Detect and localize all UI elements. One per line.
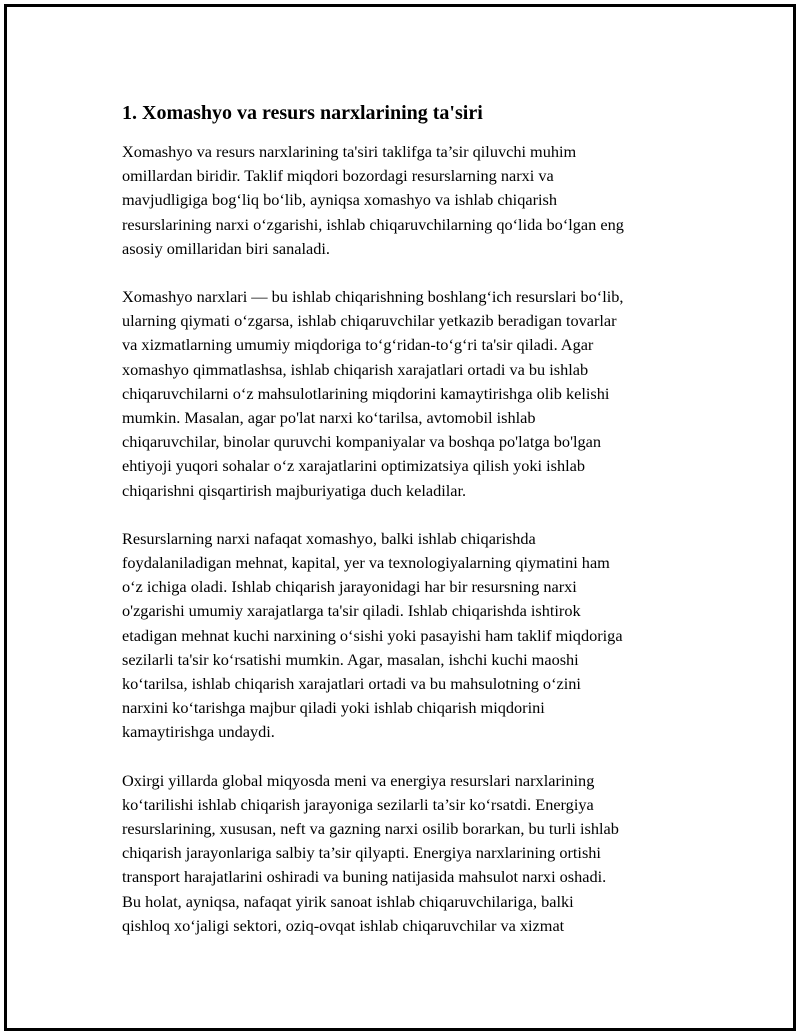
paragraph-line: kamaytirishga undaydi.: [122, 722, 275, 742]
paragraph-line: qishloq xo‘jaligi sektori, oziq-ovqat ishlab chiqaruvchilar va xizmat: [122, 915, 565, 935]
paragraph-line: Xomashyo va resurs narxlarining ta'siri taklifga ta’sir qiluvchi muhim: [122, 142, 577, 161]
paragraph-line: ehtiyoji yuqori sohalar o‘z xarajatlarini optimizatsiya qilish yoki ishlab: [122, 456, 586, 476]
paragraph-line: chiqarishni qisqartirish majburiyatiga duch keladilar.: [122, 480, 467, 500]
paragraph-line: ko‘tarilishi ishlab chiqarish jarayoniga sezilarli ta’sir ko‘rsatdi. Energiya: [122, 794, 594, 814]
paragraph-line: asosiy omillaridan biri sanaladi.: [122, 238, 330, 258]
paragraph-line: mumkin. Masalan, agar po'lat narxi ko‘tarilsa, avtomobil ishlab: [122, 408, 536, 428]
paragraph-3: [122, 527, 697, 745]
paragraph-line: mavjudligiga bog‘liq bo‘lib, ayniqsa xomashyo va ishlab chiqarish: [122, 190, 557, 210]
paragraph-1: [122, 140, 697, 261]
paragraph-line: Oxirgi yillarda global miqyosda meni va energiya resurslari narxlarining: [122, 770, 595, 790]
paragraph-line: narxini ko‘tarishga majbur qiladi yoki ishlab chiqarish miqdorini: [122, 698, 545, 718]
paragraph-line: resurslarining, xususan, neft va gazning narxi osilib borarkan, bu turli ishlab: [122, 819, 619, 839]
paragraph-line: foydalaniladigan mehnat, kapital, yer va texnologiyalarning qiymatini ham: [122, 553, 610, 573]
paragraph-line: o'zgarishi umumiy xarajatlarga ta'sir qiladi. Ishlab chiqarishda ishtirok: [122, 601, 581, 621]
paragraph-line: chiqaruvchilar, binolar quruvchi kompaniyalar va boshqa po'latga bo'lgan: [122, 432, 602, 452]
paragraph-2: [122, 285, 697, 503]
paragraph-line: Resurslarning narxi nafaqat xomashyo, balki ishlab chiqarishda: [122, 528, 536, 548]
paragraph-line: transport harajatlarini oshiradi va buning natijasida mahsulot narxi oshadi.: [122, 867, 607, 887]
paragraph-line: sezilarli ta'sir ko‘rsatishi mumkin. Agar, masalan, ishchi kuchi maoshi: [122, 649, 579, 669]
paragraph-line: xomashyo qimmatlashsa, ishlab chiqarish xarajatlari ortadi va bu ishlab: [122, 359, 589, 379]
paragraph-line: chiqaruvchilarni o‘z mahsulotlarining miqdorini kamaytirishga olib kelishi: [122, 383, 610, 403]
paragraph-line: Bu holat, ayniqsa, nafaqat yirik sanoat ishlab chiqaruvchilariga, balki: [122, 891, 574, 911]
paragraph-line: resurslarining narxi o‘zgarishi, ishlab chiqaruvchilarning qo‘lida bo‘lgan eng: [122, 214, 624, 234]
paragraph-line: va xizmatlarning umumiy miqdoriga to‘g‘ridan-to‘g‘ri ta'sir qiladi. Agar: [122, 335, 594, 355]
section-heading: 1. Xomashyo va resurs narxlarining ta'siri: [122, 102, 483, 124]
page-frame: [4, 4, 796, 1031]
paragraph-line: chiqarish jarayonlariga salbiy ta’sir qilyapti. Energiya narxlarining ortishi: [122, 843, 601, 863]
paragraph-line: omillardan biridir. Taklif miqdori bozordagi resurslarning narxi va: [122, 166, 554, 186]
paragraph-line: etadigan mehnat kuchi narxining o‘sishi yoki pasayishi ham taklif miqdoriga: [122, 625, 623, 645]
paragraph-line: ko‘tarilsa, ishlab chiqarish xarajatlari ortadi va bu mahsulotning o‘zini: [122, 674, 581, 694]
paragraph-4: [122, 769, 697, 938]
paragraph-line: ularning qiymati o‘zgarsa, ishlab chiqaruvchilar yetkazib beradigan tovarlar: [122, 311, 617, 331]
paragraph-line: Xomashyo narxlari — bu ishlab chiqarishning boshlang‘ich resurslari bo‘lib,: [122, 287, 624, 307]
document-body: [122, 100, 697, 962]
paragraph-line: o‘z ichiga oladi. Ishlab chiqarish jarayonidagi har bir resursning narxi: [122, 577, 577, 597]
